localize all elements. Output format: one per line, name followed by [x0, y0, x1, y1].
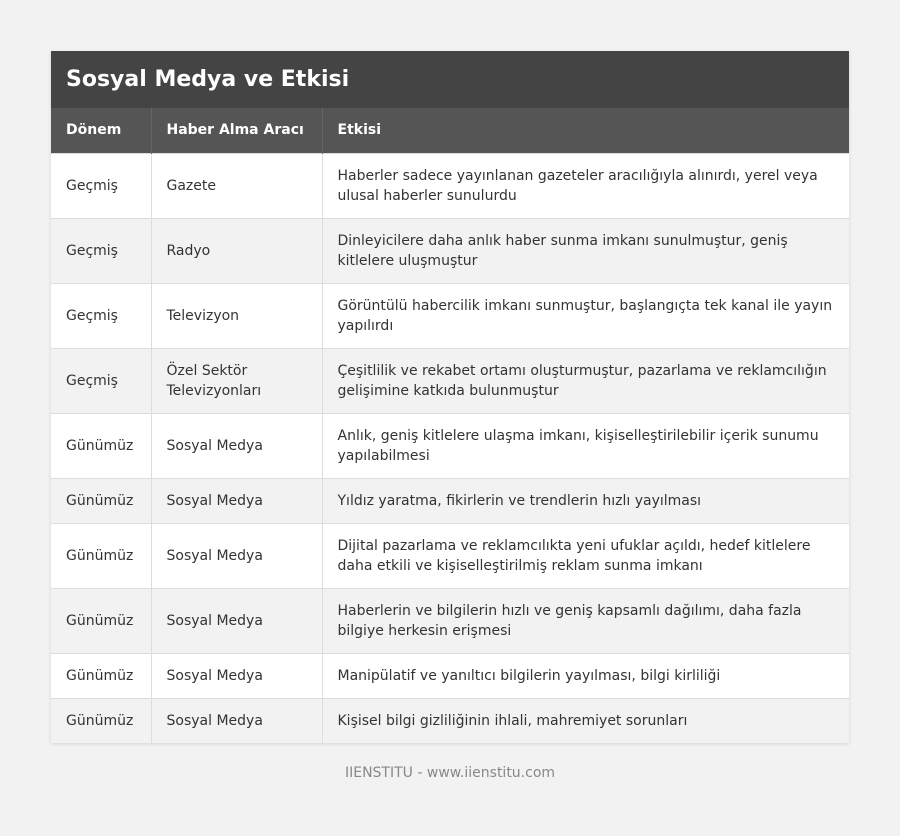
table-title: Sosyal Medya ve Etkisi: [51, 51, 849, 108]
table-row: [51, 413, 849, 478]
cell-haber-alma-araci: Sosyal Medya: [151, 588, 322, 653]
cell-donem: Geçmiş: [51, 348, 151, 413]
cell-donem: Geçmiş: [51, 218, 151, 283]
cell-etkisi: Anlık, geniş kitlelere ulaşma imkanı, kişiselleştirilebilir içerik sunumu yapılabilmesi: [322, 413, 849, 478]
column-header-donem: Dönem: [51, 108, 151, 153]
table-row: [51, 283, 849, 348]
cell-haber-alma-araci: Sosyal Medya: [151, 413, 322, 478]
cell-haber-alma-araci: Sosyal Medya: [151, 478, 322, 523]
cell-haber-alma-araci: Sosyal Medya: [151, 653, 322, 698]
table-row: [51, 653, 849, 698]
column-header-etkisi: Etkisi: [322, 108, 849, 153]
cell-haber-alma-araci: Televizyon: [151, 283, 322, 348]
data-table: [51, 108, 849, 743]
cell-etkisi: Yıldız yaratma, fikirlerin ve trendlerin hızlı yayılması: [322, 478, 849, 523]
cell-etkisi: Dijital pazarlama ve reklamcılıkta yeni ufuklar açıldı, hedef kitlelere daha etkili ve kişiselleştirilmiş reklam sunma imkanı: [322, 523, 849, 588]
cell-etkisi: Kişisel bilgi gizliliğinin ihlali, mahremiyet sorunları: [322, 698, 849, 743]
cell-haber-alma-araci: Gazete: [151, 153, 322, 218]
cell-donem: Günümüz: [51, 478, 151, 523]
table-card: [51, 51, 849, 743]
cell-haber-alma-araci: Radyo: [151, 218, 322, 283]
cell-haber-alma-araci: Özel Sektör Televizyonları: [151, 348, 322, 413]
table-row: [51, 588, 849, 653]
cell-etkisi: Görüntülü habercilik imkanı sunmuştur, başlangıçta tek kanal ile yayın yapılırdı: [322, 283, 849, 348]
cell-donem: Günümüz: [51, 413, 151, 478]
cell-etkisi: Dinleyicilere daha anlık haber sunma imkanı sunulmuştur, geniş kitlelere uluşmuştur: [322, 218, 849, 283]
cell-haber-alma-araci: Sosyal Medya: [151, 698, 322, 743]
table-row: [51, 218, 849, 283]
footer-credit: IIENSTITU - www.iienstitu.com: [344, 765, 556, 781]
cell-donem: Geçmiş: [51, 283, 151, 348]
cell-etkisi: Haberler sadece yayınlanan gazeteler aracılığıyla alınırdı, yerel veya ulusal haberler sunulurdu: [322, 153, 849, 218]
cell-haber-alma-araci: Sosyal Medya: [151, 523, 322, 588]
cell-donem: Günümüz: [51, 588, 151, 653]
column-header-haber-alma-araci: Haber Alma Aracı: [151, 108, 322, 153]
cell-donem: Geçmiş: [51, 153, 151, 218]
cell-etkisi: Manipülatif ve yanıltıcı bilgilerin yayılması, bilgi kirliliği: [322, 653, 849, 698]
table-row: [51, 478, 849, 523]
cell-etkisi: Çeşitlilik ve rekabet ortamı oluşturmuştur, pazarlama ve reklamcılığın gelişimine katkıda bulunmuştur: [322, 348, 849, 413]
cell-donem: Günümüz: [51, 653, 151, 698]
table-row: [51, 153, 849, 218]
cell-etkisi: Haberlerin ve bilgilerin hızlı ve geniş kapsamlı dağılımı, daha fazla bilgiye herkesin erişmesi: [322, 588, 849, 653]
cell-donem: Günümüz: [51, 698, 151, 743]
table-row: [51, 348, 849, 413]
table-row: [51, 698, 849, 743]
table-row: [51, 523, 849, 588]
cell-donem: Günümüz: [51, 523, 151, 588]
table-body: [51, 153, 849, 743]
table-header: [51, 108, 849, 153]
header-row: [51, 108, 849, 153]
